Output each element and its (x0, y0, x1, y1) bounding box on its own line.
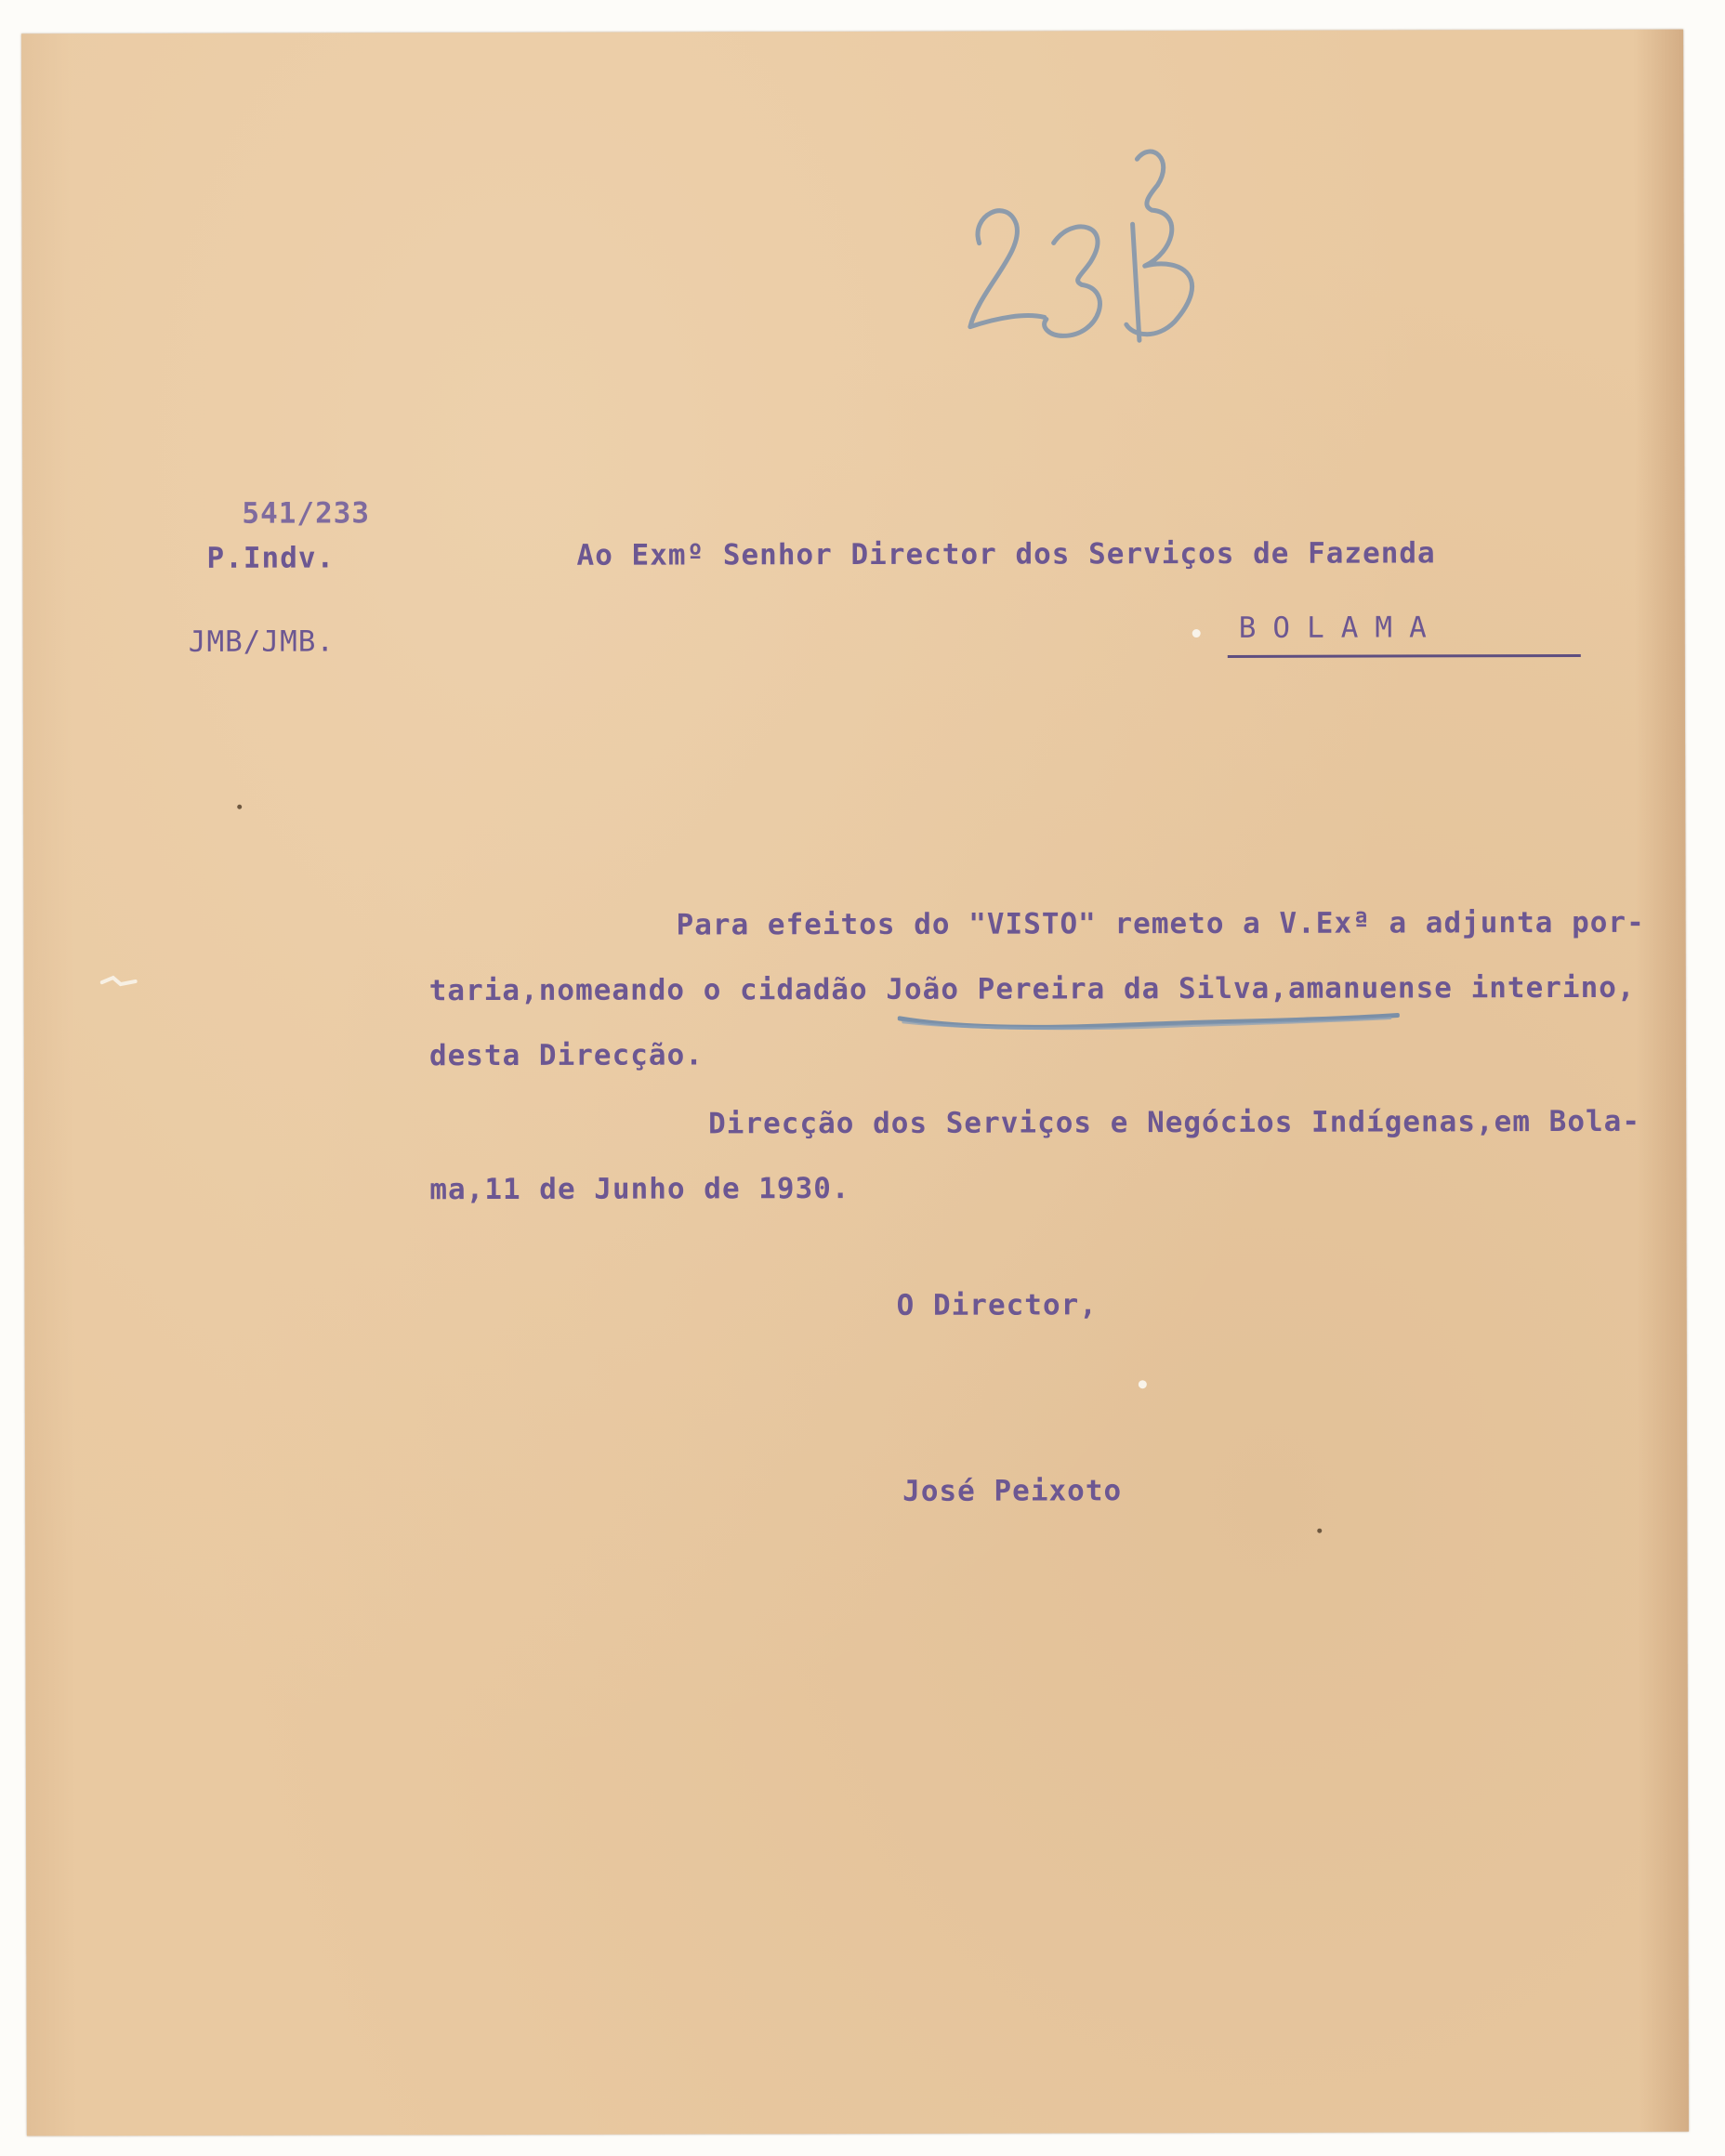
reference-number: 541/233 (242, 496, 371, 531)
paper-speck (1139, 1380, 1147, 1388)
paper-speck (1192, 629, 1201, 638)
body-line: Direcção dos Serviços e Negócios Indígenas,em Bola- (708, 1104, 1641, 1141)
addressee-line: Ao Exmº Senhor Director dos Serviços de Fazenda (576, 536, 1436, 572)
body-line: Para efeitos do "VISTO" remeto a V.Exª a adjunta por- (676, 905, 1645, 942)
signature-title: O Director, (896, 1288, 1098, 1322)
paper-speck (237, 805, 242, 809)
handwritten-folio-number (942, 103, 1240, 383)
body-line: ma,11 de Junho de 1930. (429, 1172, 850, 1207)
pencil-underline-mark (898, 1009, 1400, 1032)
reference-code: P.Indv. (206, 541, 336, 575)
paper-tear-mark (100, 974, 138, 991)
paper-speck (1317, 1529, 1322, 1533)
city-underline (1228, 654, 1581, 658)
destination-city: BOLAMA (1238, 611, 1443, 645)
paper-sheet (21, 30, 1689, 2136)
body-line: desta Direcção. (428, 1038, 704, 1073)
body-line: taria,nomeando o cidadão João Pereira da Silva,amanuense interino, (428, 970, 1636, 1008)
signature-name: José Peixoto (902, 1474, 1123, 1508)
typist-initials: JMB/JMB. (188, 624, 336, 659)
